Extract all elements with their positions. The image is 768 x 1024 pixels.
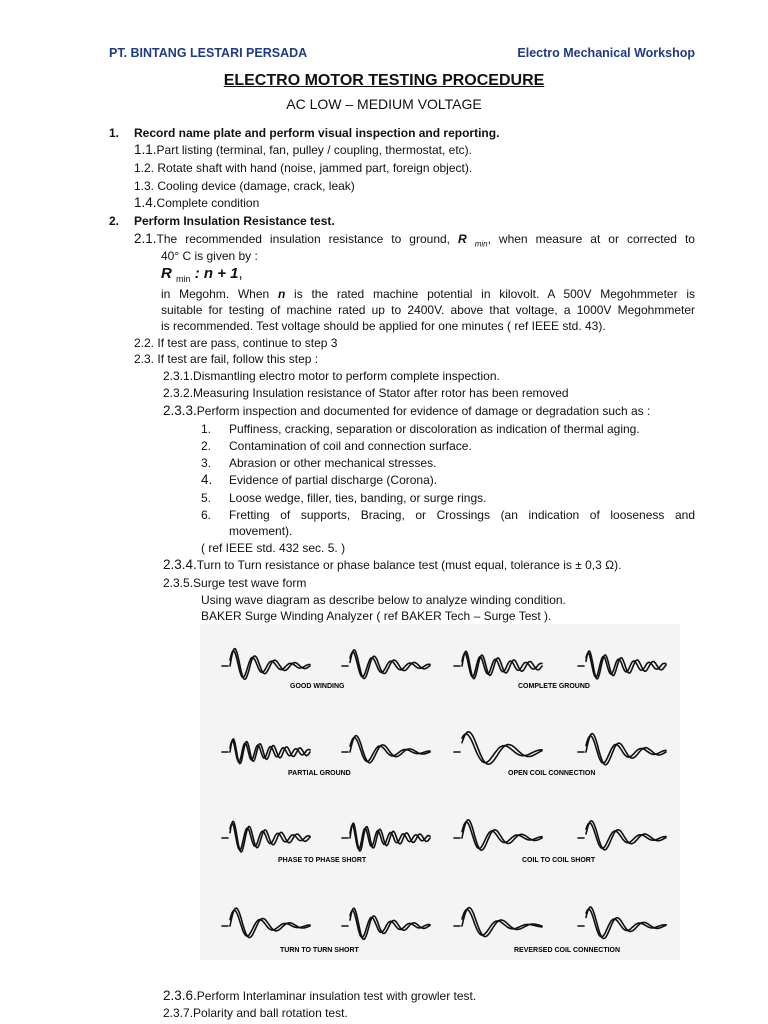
para-2-1-text-a: The recommended insulation resistance to ground,	[156, 232, 451, 246]
item-1-3-number: 1.3.	[134, 179, 155, 193]
para-2-1-text-b: , when measure at or corrected to	[487, 232, 695, 246]
item-2-2-text: If test are pass, continue to step 3	[157, 336, 338, 350]
document-subtitle: AC LOW – MEDIUM VOLTAGE	[286, 96, 482, 112]
formula-r: R	[161, 265, 172, 282]
item-2-3-7: 2.3.7.Polarity and ball rotation test.	[163, 1006, 348, 1020]
megohm-para-line3: is recommended. Test voltage should be applied for one minutes ( ref IEEE std. 43).	[161, 319, 606, 333]
min-subscript: min	[474, 239, 488, 249]
item-1-2-text: Rotate shaft with hand (noise, jammed part, foreign object).	[157, 161, 473, 175]
list-item-6-continued: movement).	[229, 524, 293, 538]
item-2-3-text: If test are fail, follow this step :	[157, 352, 319, 366]
wave-description-2: BAKER Surge Winding Analyzer ( ref BAKER Tech – Surge Test ).	[201, 609, 552, 623]
wave-label-partial-ground: PARTIAL GROUND	[288, 770, 351, 777]
wave-label-reversed-coil-connection: REVERSED COIL CONNECTION	[514, 947, 621, 954]
surge-waveform-figure	[200, 624, 680, 960]
list-number-5: 5.	[201, 491, 212, 505]
item-1-1-text: Part listing (terminal, fan, pulley / coupling, thermostat, etc).	[156, 143, 472, 157]
megohm-para-line2: suitable for testing of machine rated up to 2400V. above that voltage, a 1000V Megohmmeter	[161, 303, 695, 317]
list-number-2: 2.	[201, 439, 212, 453]
wave-label-turn-to-turn-short: TURN TO TURN SHORT	[280, 947, 359, 954]
item-2-3-6-text: Perform Interlaminar insulation test with growler test.	[196, 989, 477, 1003]
item-2-3-1: 2.3.1.Dismantling electro motor to perform complete inspection.	[163, 369, 500, 383]
item-1-3	[134, 178, 355, 194]
item-2-3	[134, 351, 318, 367]
item-1-4-number: 1.4.	[134, 195, 157, 210]
section-2-heading: Perform Insulation Resistance test.	[134, 214, 335, 228]
department-name: Electro Mechanical Workshop	[517, 46, 695, 60]
list-item-3: Abrasion or other mechanical stresses.	[229, 456, 437, 470]
item-1-1-number: 1.1.	[134, 142, 157, 157]
wave-label-phase-to-phase-short: PHASE TO PHASE SHORT	[278, 857, 367, 864]
wave-label-coil-to-coil-short: COIL TO COIL SHORT	[522, 857, 596, 864]
wave-label-complete-ground: COMPLETE GROUND	[518, 683, 590, 690]
r-symbol: R	[458, 232, 467, 246]
item-2-3-5: 2.3.5.Surge test wave form	[163, 576, 307, 590]
list-item-1: Puffiness, cracking, separation or discoloration as indication of thermal aging.	[229, 422, 640, 436]
wave-label-good-winding: GOOD WINDING	[290, 683, 345, 690]
item-1-2-number: 1.2.	[134, 161, 155, 175]
item-1-2	[134, 160, 472, 176]
item-2-3-6-number: 2.3.6.	[163, 988, 197, 1003]
company-name: PT. BINTANG LESTARI PERSADA	[109, 46, 308, 60]
item-2-3-3-number: 2.3.3.	[163, 403, 197, 418]
formula-rest: : n + 1	[194, 265, 239, 282]
list-item-5: Loose wedge, filler, ties, banding, or surge rings.	[229, 491, 487, 505]
item-2-3-4	[163, 557, 621, 573]
section-1-heading: Record name plate and perform visual inspection and reporting.	[134, 126, 500, 140]
list-item-2: Contamination of coil and connection surface.	[229, 439, 472, 453]
section-2-number: 2.	[109, 214, 120, 228]
item-2-3-2: 2.3.2.Measuring Insulation resistance of Stator after rotor has been removed	[163, 386, 569, 400]
item-1-3-text: Cooling device (damage, crack, leak)	[157, 179, 355, 193]
section-1-number: 1.	[109, 126, 120, 140]
item-2-2-number: 2.2.	[134, 336, 155, 350]
item-2-3-6	[163, 988, 476, 1004]
item-2-2	[134, 335, 337, 351]
megohm-para-line1	[161, 286, 695, 302]
n-symbol: n	[277, 287, 286, 301]
megohm-text-a: in Megohm. When	[161, 287, 270, 301]
para-2-1-line2: 40° C is given by :	[161, 249, 258, 263]
document-title: ELECTRO MOTOR TESTING PROCEDURE	[223, 72, 545, 89]
formula-comma: ,	[238, 265, 243, 282]
formula-min: min	[176, 274, 191, 284]
para-2-1-number: 2.1.	[134, 231, 157, 246]
list-item-6: Fretting of supports, Bracing, or Crossings (an indication of looseness and	[229, 508, 695, 522]
list-number-4: 4.	[201, 472, 213, 487]
item-2-3-4-number: 2.3.4.	[163, 557, 197, 572]
wave-description-1: Using wave diagram as describe below to analyze winding condition.	[201, 593, 566, 607]
list-number-3: 3.	[201, 456, 212, 470]
megohm-text-b: is the rated machine potential in kilovolt. A 500V Megohmmeter is	[294, 287, 695, 301]
item-2-3-3-text: Perform inspection and documented for evidence of damage or degradation such as :	[196, 404, 651, 418]
list-item-4: Evidence of partial discharge (Corona).	[229, 473, 438, 487]
item-2-3-number: 2.3.	[134, 352, 155, 366]
item-1-4	[134, 195, 259, 211]
item-2-3-3	[163, 403, 650, 419]
resistance-formula	[161, 265, 243, 284]
list-number-6: 6.	[201, 508, 212, 522]
item-2-3-4-text: Turn to Turn resistance or phase balance test (must equal, tolerance is ± 0,3 Ω).	[196, 558, 622, 572]
wave-label-open-coil-connection: OPEN COIL CONNECTION	[508, 770, 596, 777]
item-1-1	[134, 142, 472, 158]
item-1-4-text: Complete condition	[156, 196, 260, 210]
list-number-1: 1.	[201, 422, 212, 436]
ieee-reference: ( ref IEEE std. 432 sec. 5. )	[201, 541, 346, 555]
